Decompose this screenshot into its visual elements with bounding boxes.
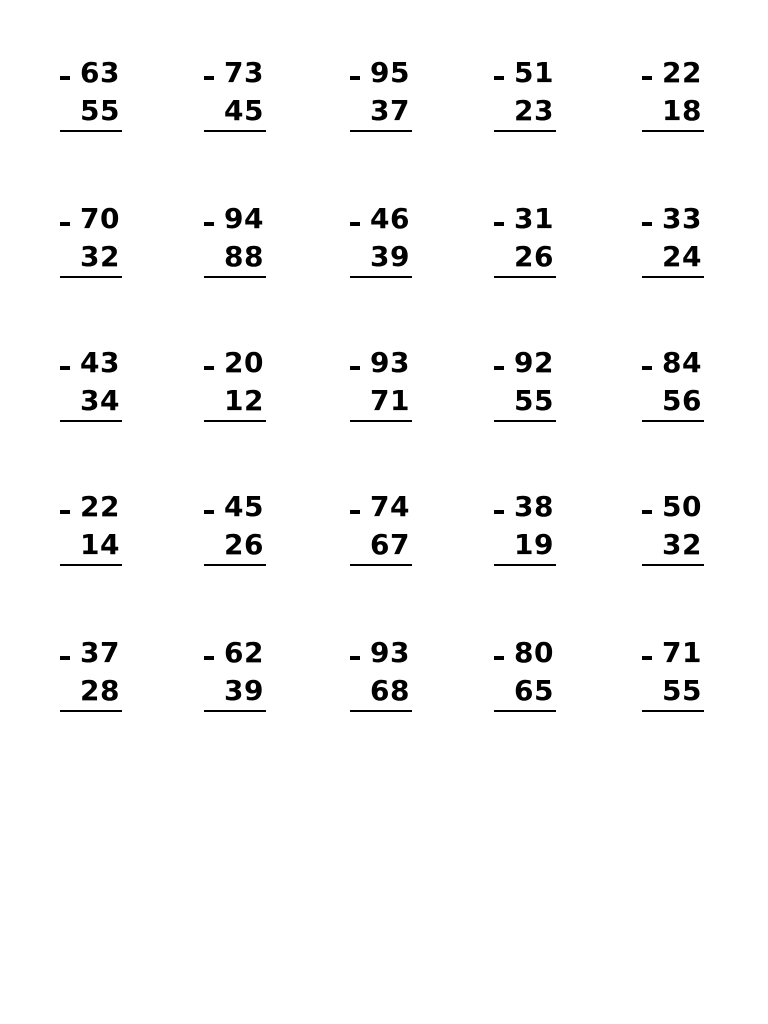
minuend: 51 <box>514 56 554 89</box>
subtraction-problem <box>494 58 560 134</box>
minuend: 22 <box>80 490 120 523</box>
answer-line <box>350 420 412 422</box>
answer-line <box>60 276 122 278</box>
minuend: 63 <box>80 56 120 89</box>
answer-line <box>204 276 266 278</box>
subtrahend: 19 <box>514 528 554 561</box>
subtrahend: 37 <box>370 94 410 127</box>
answer-line <box>350 710 412 712</box>
subtraction-problem <box>350 58 416 134</box>
minuend: 33 <box>662 202 702 235</box>
subtrahend: 26 <box>514 240 554 273</box>
subtrahend: 65 <box>514 674 554 707</box>
minus-sign <box>60 510 70 514</box>
minuend: 94 <box>224 202 264 235</box>
minuend: 31 <box>514 202 554 235</box>
minus-sign <box>494 366 504 370</box>
minus-sign <box>204 222 214 226</box>
minus-sign <box>204 656 214 660</box>
subtraction-problem <box>204 348 270 424</box>
subtrahend: 45 <box>224 94 264 127</box>
answer-line <box>204 564 266 566</box>
subtrahend: 26 <box>224 528 264 561</box>
subtrahend: 88 <box>224 240 264 273</box>
subtrahend: 23 <box>514 94 554 127</box>
subtraction-problem <box>642 58 708 134</box>
subtraction-problem <box>642 204 708 280</box>
minuend: 93 <box>370 636 410 669</box>
subtrahend: 55 <box>662 674 702 707</box>
minus-sign <box>60 656 70 660</box>
subtrahend: 39 <box>370 240 410 273</box>
answer-line <box>642 130 704 132</box>
minus-sign <box>350 510 360 514</box>
subtraction-problem <box>204 492 270 568</box>
subtrahend: 24 <box>662 240 702 273</box>
answer-line <box>642 710 704 712</box>
minus-sign <box>642 366 652 370</box>
subtraction-problem <box>204 58 270 134</box>
minuend: 95 <box>370 56 410 89</box>
answer-line <box>642 420 704 422</box>
minuend: 50 <box>662 490 702 523</box>
minus-sign <box>494 656 504 660</box>
answer-line <box>350 276 412 278</box>
answer-line <box>350 130 412 132</box>
subtraction-problem <box>60 638 126 714</box>
minuend: 80 <box>514 636 554 669</box>
subtrahend: 68 <box>370 674 410 707</box>
minus-sign <box>204 76 214 80</box>
subtrahend: 12 <box>224 384 264 417</box>
answer-line <box>60 564 122 566</box>
minuend: 84 <box>662 346 702 379</box>
subtrahend: 39 <box>224 674 264 707</box>
minus-sign <box>350 366 360 370</box>
subtraction-problem <box>60 348 126 424</box>
minus-sign <box>60 76 70 80</box>
minuend: 20 <box>224 346 264 379</box>
minuend: 93 <box>370 346 410 379</box>
minus-sign <box>494 76 504 80</box>
answer-line <box>60 420 122 422</box>
minus-sign <box>642 76 652 80</box>
answer-line <box>204 130 266 132</box>
answer-line <box>204 710 266 712</box>
minus-sign <box>494 510 504 514</box>
minus-sign <box>642 222 652 226</box>
minus-sign <box>350 222 360 226</box>
subtrahend: 32 <box>662 528 702 561</box>
minuend: 46 <box>370 202 410 235</box>
answer-line <box>642 276 704 278</box>
minuend: 45 <box>224 490 264 523</box>
subtraction-problem <box>350 204 416 280</box>
minuend: 71 <box>662 636 702 669</box>
answer-line <box>494 420 556 422</box>
subtraction-problem <box>350 638 416 714</box>
minuend: 92 <box>514 346 554 379</box>
minus-sign <box>204 366 214 370</box>
subtraction-problem <box>60 204 126 280</box>
subtraction-problem <box>494 204 560 280</box>
minus-sign <box>204 510 214 514</box>
answer-line <box>350 564 412 566</box>
subtraction-problem <box>642 348 708 424</box>
minus-sign <box>60 366 70 370</box>
subtrahend: 32 <box>80 240 120 273</box>
minuend: 22 <box>662 56 702 89</box>
subtraction-problem <box>60 58 126 134</box>
subtraction-problem <box>494 348 560 424</box>
minus-sign <box>642 510 652 514</box>
subtraction-problem <box>204 204 270 280</box>
subtrahend: 18 <box>662 94 702 127</box>
answer-line <box>60 710 122 712</box>
subtraction-problem <box>204 638 270 714</box>
minus-sign <box>60 222 70 226</box>
subtrahend: 34 <box>80 384 120 417</box>
minuend: 62 <box>224 636 264 669</box>
subtraction-problem <box>642 492 708 568</box>
minuend: 43 <box>80 346 120 379</box>
subtraction-problem <box>494 638 560 714</box>
subtraction-problem <box>642 638 708 714</box>
minus-sign <box>642 656 652 660</box>
answer-line <box>494 710 556 712</box>
minus-sign <box>350 76 360 80</box>
subtraction-problem <box>350 348 416 424</box>
subtraction-problem <box>494 492 560 568</box>
answer-line <box>494 564 556 566</box>
minuend: 74 <box>370 490 410 523</box>
subtrahend: 14 <box>80 528 120 561</box>
minuend: 37 <box>80 636 120 669</box>
minuend: 73 <box>224 56 264 89</box>
subtraction-problem <box>350 492 416 568</box>
subtrahend: 55 <box>80 94 120 127</box>
subtrahend: 55 <box>514 384 554 417</box>
subtrahend: 28 <box>80 674 120 707</box>
answer-line <box>494 130 556 132</box>
minus-sign <box>350 656 360 660</box>
minuend: 38 <box>514 490 554 523</box>
answer-line <box>494 276 556 278</box>
answer-line <box>642 564 704 566</box>
subtrahend: 71 <box>370 384 410 417</box>
answer-line <box>60 130 122 132</box>
minus-sign <box>494 222 504 226</box>
subtrahend: 56 <box>662 384 702 417</box>
subtraction-problem <box>60 492 126 568</box>
minuend: 70 <box>80 202 120 235</box>
subtrahend: 67 <box>370 528 410 561</box>
answer-line <box>204 420 266 422</box>
